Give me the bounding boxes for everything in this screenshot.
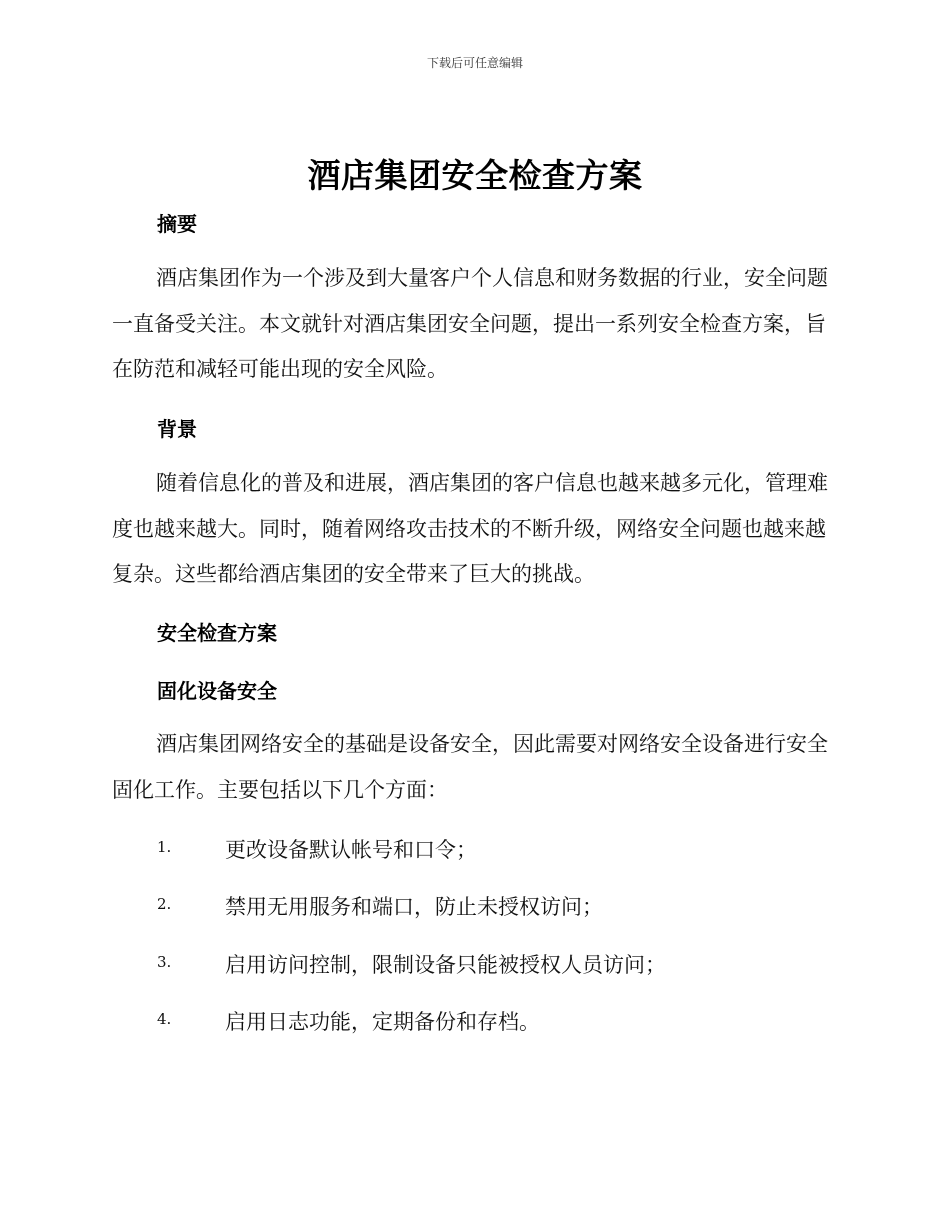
section-heading-abstract: 摘要 [157,212,197,236]
list-item [157,834,857,864]
section-heading-background: 背景 [157,417,197,441]
paragraph-background: 随着信息化的普及和进展，酒店集团的客户信息也越来越多元化，管理难度也越来越大。同时，随着网络攻击技术的不断升级，网络安全问题也越来越复杂。这些都给酒店集团的安全带来了巨大的挑战。 [112,471,828,586]
list-item-text: 启用访问控制，限制设备只能被授权人员访问； [225,953,666,977]
list-item-text: 启用日志功能，定期备份和存档。 [225,1010,540,1034]
header-note: 下载后可任意编辑 [426,56,523,70]
list-item [157,891,857,921]
list-item-number: 4. [157,1010,172,1028]
list-item-number: 3. [157,953,172,971]
paragraph-device: 酒店集团网络安全的基础是设备安全，因此需要对网络安全设备进行安全固化工作。主要包括以下几个方面： [112,732,828,802]
paragraph-abstract: 酒店集团作为一个涉及到大量客户个人信息和财务数据的行业，安全问题一直备受关注。本文就针对酒店集团安全问题，提出一系列安全检查方案，旨在防范和减轻可能出现的安全风险。 [112,266,828,381]
list-item-number: 2. [157,895,172,913]
list-item-text: 禁用无用服务和端口，防止未授权访问； [225,895,603,919]
list-item-number: 1. [157,838,172,856]
list-item [157,949,857,979]
list-item [157,1006,857,1036]
document-title: 酒店集团安全检查方案 [307,156,643,195]
section-heading-plan: 安全检查方案 [157,621,277,645]
section-heading-device: 固化设备安全 [157,679,277,703]
list-item-text: 更改设备默认帐号和口令； [225,838,477,862]
